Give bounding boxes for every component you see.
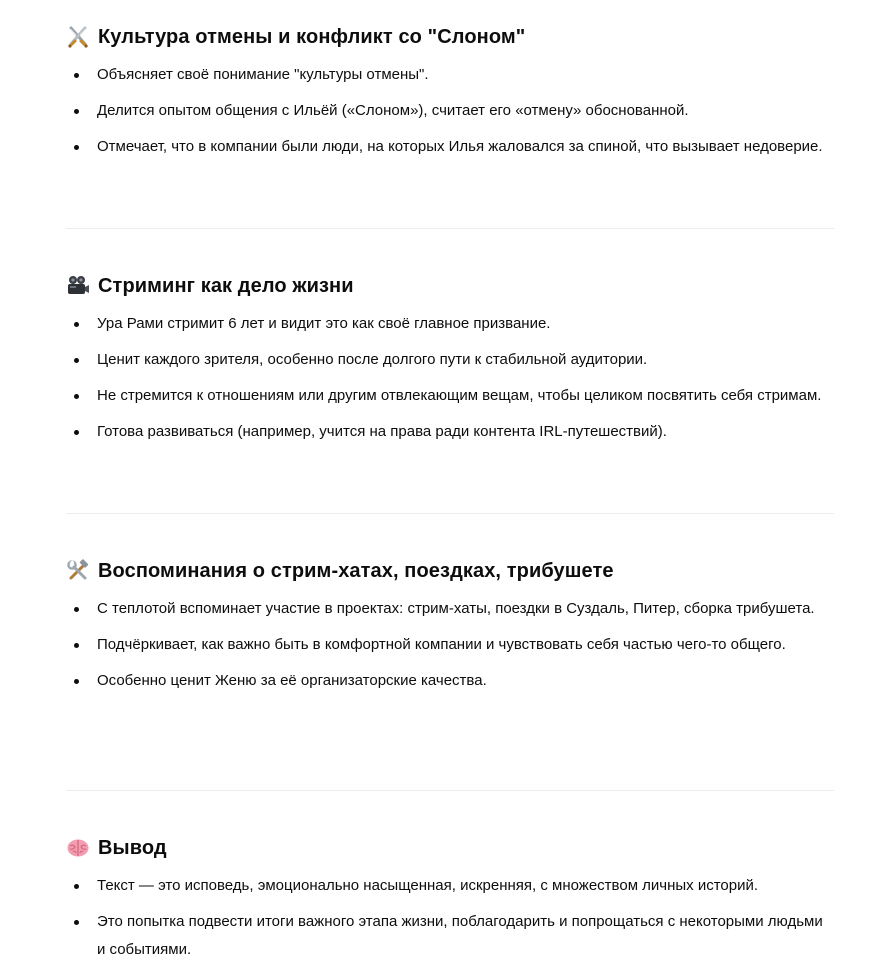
list-item: Делится опытом общения с Ильёй («Слоном»), считает его «отмену» обоснованной. [66, 97, 834, 125]
section-heading [66, 834, 834, 862]
section-heading-text: Воспоминания о стрим-хатах, поездках, трибушете [98, 560, 614, 582]
section-cancel-culture [66, 23, 834, 169]
list-item: Это попытка подвести итоги важного этапа жизни, поблагодарить и попрощаться с некоторыми людьми и событиями. [66, 908, 834, 964]
section-conclusion [66, 834, 834, 972]
list-item: Ценит каждого зрителя, особенно после долгого пути к стабильной аудитории. [66, 346, 834, 374]
section-divider [66, 790, 834, 791]
section-heading [66, 272, 834, 300]
list-item: Объясняет своё понимание "культуры отмены". [66, 61, 834, 89]
hammer-and-wrench-icon [66, 559, 90, 583]
list-item: С теплотой вспоминает участие в проектах: стрим-хаты, поездки в Суздаль, Питер, сборка трибушета. [66, 595, 834, 623]
bullet-list [66, 61, 834, 161]
crossed-swords-icon [66, 25, 90, 49]
list-item: Подчёркивает, как важно быть в комфортной компании и чувствовать себя частью чего-то общего. [66, 631, 834, 659]
section-streaming [66, 272, 834, 454]
list-item: Готова развиваться (например, учится на права ради контента IRL-путешествий). [66, 418, 834, 446]
section-heading [66, 23, 834, 51]
section-heading-text: Стриминг как дело жизни [98, 275, 354, 297]
section-heading [66, 557, 834, 585]
bullet-list [66, 310, 834, 446]
section-heading-text: Вывод [98, 837, 167, 859]
list-item: Ура Рами стримит 6 лет и видит это как своё главное призвание. [66, 310, 834, 338]
list-item: Текст — это исповедь, эмоционально насыщенная, искренняя, с множеством личных историй. [66, 872, 834, 900]
list-item: Не стремится к отношениям или другим отвлекающим вещам, чтобы целиком посвятить себя стримам. [66, 382, 834, 410]
list-item: Отмечает, что в компании были люди, на которых Илья жаловался за спиной, что вызывает недоверие. [66, 133, 834, 161]
section-divider [66, 228, 834, 229]
section-divider [66, 513, 834, 514]
section-memories [66, 557, 834, 703]
list-item: Особенно ценит Женю за её организаторские качества. [66, 667, 834, 695]
section-heading-text: Культура отмены и конфликт со "Слоном" [98, 26, 526, 48]
brain-icon [66, 836, 90, 860]
movie-camera-icon [66, 274, 90, 298]
bullet-list [66, 595, 834, 695]
bullet-list [66, 872, 834, 964]
